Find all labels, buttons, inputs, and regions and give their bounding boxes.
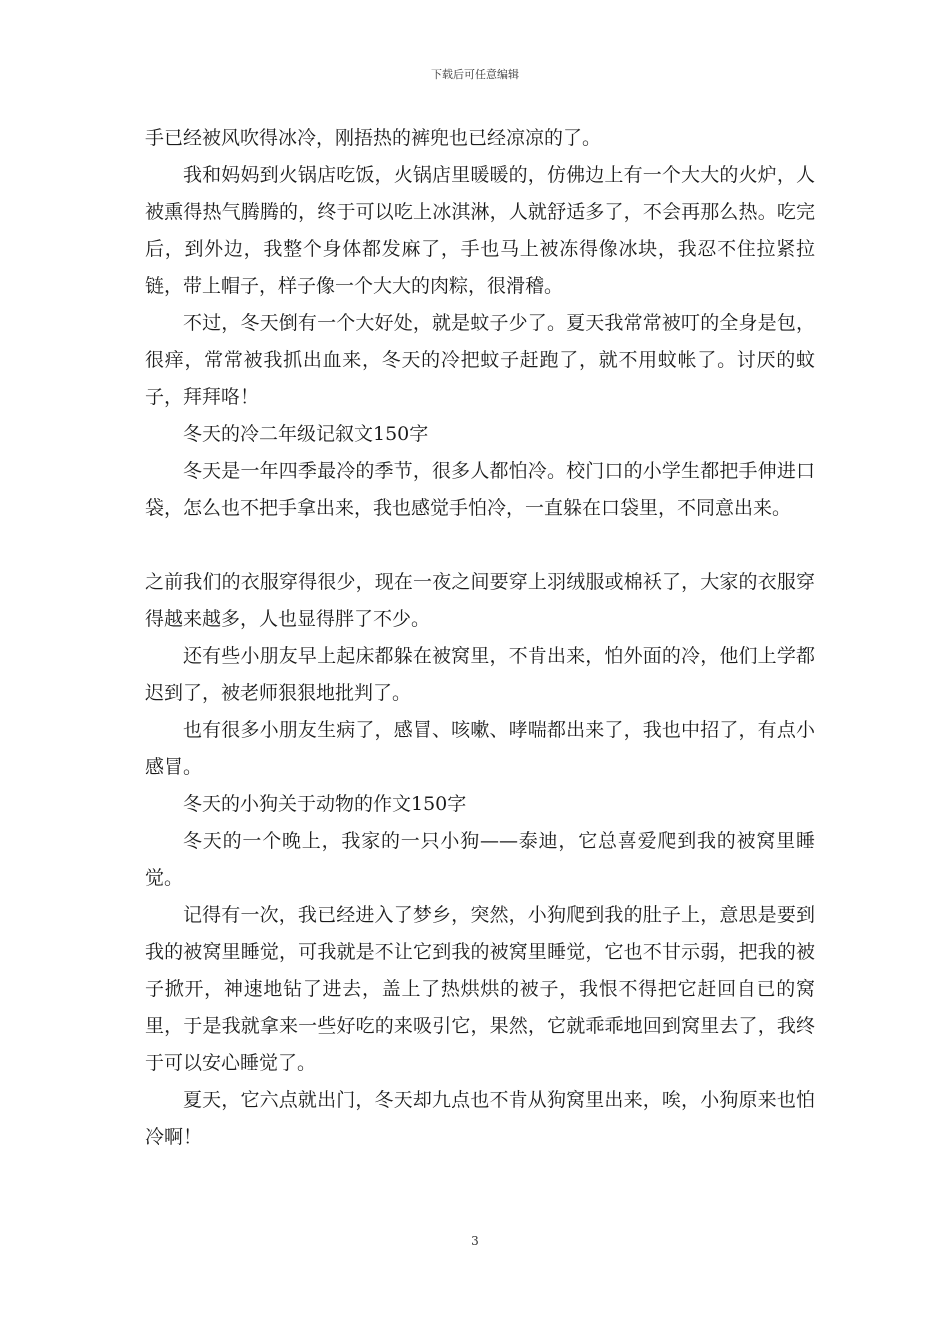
paragraph: 我和妈妈到火锅店吃饭，火锅店里暖暖的，仿佛边上有一个大大的火炉，人被熏得热气腾腾的，终于可以吃上冰淇淋，人就舒适多了，不会再那么热。吃完后，到外边，我整个身体都发麻了，手也马上被冻得像冰块，我忍不住拉紧拉链，带上帽子，样子像一个大大的肉粽，很滑稽。 [145, 164, 815, 297]
paragraph: 不过，冬天倒有一个大好处，就是蚊子少了。夏天我常常被叮的全身是包，很痒，常常被我抓出血来，冬天的冷把蚊子赶跑了，就不用蚊帐了。讨厌的蚊子，拜拜咯！ [145, 312, 815, 408]
paragraph: 手已经被风吹得冰冷，刚捂热的裤兜也已经凉凉的了。 [145, 127, 602, 149]
section-title: 冬天的小狗关于动物的作文150字 [183, 793, 467, 815]
paragraph: 之前我们的衣服穿得很少，现在一夜之间要穿上羽绒服或棉袄了，大家的衣服穿得越来越多，人也显得胖了不少。 [145, 571, 815, 630]
paragraph: 也有很多小朋友生病了，感冒、咳嗽、哮喘都出来了，我也中招了，有点小感冒。 [145, 719, 815, 778]
page-header: 下载后可任意编辑 [431, 68, 519, 81]
paragraph: 还有些小朋友早上起床都躲在被窝里，不肯出来，怕外面的冷，他们上学都迟到了，被老师狠狠地批判了。 [145, 645, 815, 704]
page-number: 3 [471, 1234, 479, 1248]
paragraph: 记得有一次，我已经进入了梦乡，突然，小狗爬到我的肚子上，意思是要到我的被窝里睡觉，可我就是不让它到我的被窝里睡觉，它也不甘示弱，把我的被子掀开，神速地钻了进去，盖上了热烘烘的被子，我恨不得把它赶回自已的窝里，于是我就拿来一些好吃的来吸引它，果然，它就乖乖地回到窝里去了，我终于可以安心睡觉了。 [145, 904, 815, 1074]
paragraph: 冬天的一个晚上，我家的一只小狗——泰迪，它总喜爱爬到我的被窝里睡觉。 [145, 830, 815, 889]
document-body [145, 120, 815, 1156]
paragraph: 夏天，它六点就出门，冬天却九点也不肯从狗窝里出来，唉，小狗原来也怕冷啊！ [145, 1089, 815, 1148]
section-title: 冬天的冷二年级记叙文150字 [183, 423, 429, 445]
blank-line [145, 527, 815, 564]
paragraph: 冬天是一年四季最冷的季节，很多人都怕冷。校门口的小学生都把手伸进口袋，怎么也不把手拿出来，我也感觉手怕冷，一直躲在口袋里，不同意出来。 [145, 460, 815, 519]
